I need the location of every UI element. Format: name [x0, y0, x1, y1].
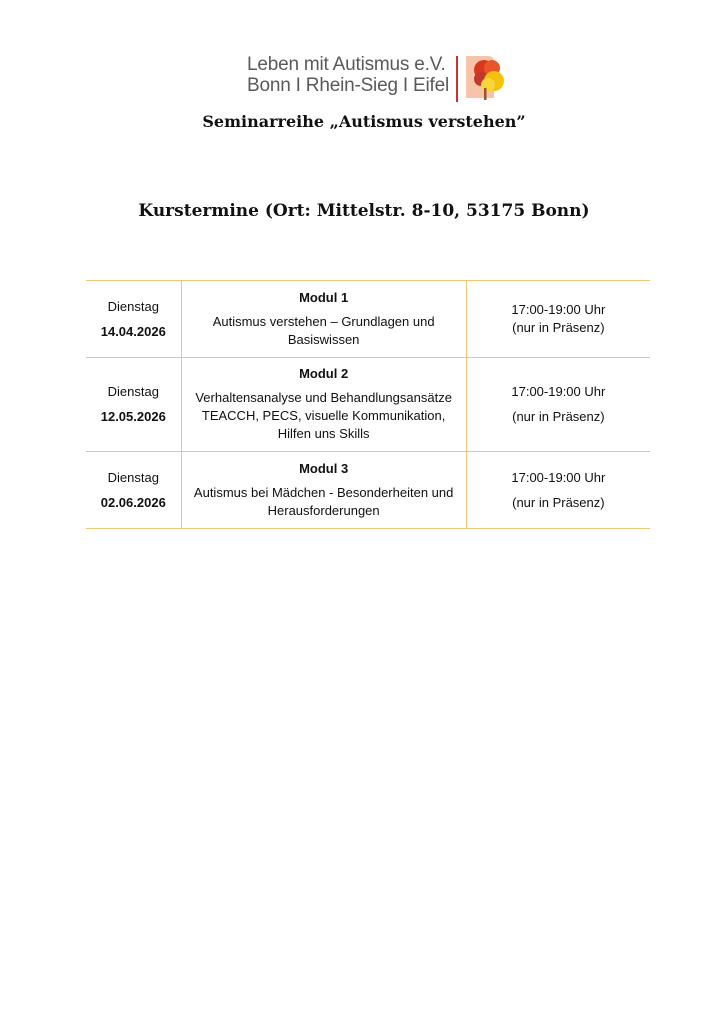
attendance-note: (nur in Präsenz)	[512, 494, 605, 510]
course-dates-heading: Kurstermine (Ort: Mittelstr. 8-10, 53175 Bonn)	[138, 201, 590, 221]
module-cell	[181, 358, 466, 452]
logo-text	[247, 54, 449, 96]
tree-logo-icon	[464, 54, 508, 102]
table-row	[86, 358, 650, 452]
time: 17:00-19:00 Uhr	[511, 469, 606, 485]
time: 17:00-19:00 Uhr	[511, 384, 606, 399]
module-name: Modul 3	[299, 460, 349, 476]
time-cell	[466, 358, 650, 452]
attendance-note: (nur in Präsenz)	[512, 409, 605, 424]
table-row	[86, 281, 650, 358]
module-description: Verhaltensanalyse und Behandlungsansätze TEACCH, PECS, visuelle Kommunikation, Hilfen uns Skills	[195, 390, 452, 441]
weekday: Dienstag	[107, 469, 159, 485]
time-cell	[466, 281, 650, 358]
module-cell	[181, 281, 466, 358]
page-subtitle: Seminarreihe „Autismus verstehen”	[202, 112, 526, 131]
date-cell	[86, 281, 181, 358]
date-cell	[86, 358, 181, 452]
date: 12.05.2026	[100, 409, 166, 424]
module-description: Autismus bei Mädchen - Besonderheiten und Herausforderungen	[193, 484, 454, 518]
time-cell	[466, 452, 650, 529]
weekday: Dienstag	[107, 298, 159, 314]
weekday: Dienstag	[107, 384, 159, 399]
course-dates-table	[86, 280, 650, 529]
logo-divider	[456, 56, 458, 102]
module-name: Modul 2	[299, 366, 349, 381]
date: 14.04.2026	[100, 323, 166, 339]
organization-logo	[247, 54, 508, 102]
module-cell	[181, 452, 466, 529]
date-cell	[86, 452, 181, 529]
logo-line-2: Bonn I Rhein-Sieg I Eifel	[247, 75, 450, 96]
module-description: Autismus verstehen – Grundlagen und Basiswissen	[212, 313, 435, 347]
attendance-note: (nur in Präsenz)	[512, 320, 605, 335]
module-name: Modul 1	[299, 289, 349, 305]
time: 17:00-19:00 Uhr	[511, 302, 606, 317]
logo-line-1: Leben mit Autismus e.V.	[247, 54, 446, 75]
date: 02.06.2026	[100, 494, 166, 510]
table-row	[86, 452, 650, 529]
